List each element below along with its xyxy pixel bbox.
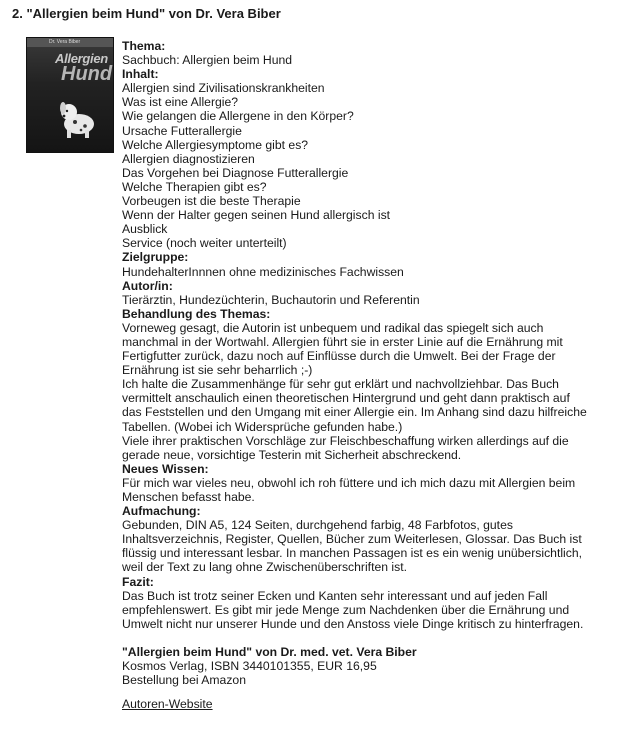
- zielgruppe-text: HundehalterInnnen ohne medizinisches Fachwissen: [122, 264, 404, 279]
- text-line: gerade neue, vorsichtige Testerin mit Sicherheit abschreckend.: [122, 447, 462, 462]
- zielgruppe-label: Zielgruppe:: [122, 250, 189, 265]
- text-line: Viele ihrer praktischen Vorschläge zur Fleischbeschaffung wirken allerdings auf die: [122, 433, 569, 448]
- book-cover-image: [26, 37, 114, 153]
- book-info-publisher: Kosmos Verlag, ISBN 3440101355, EUR 16,95: [122, 659, 377, 674]
- article-heading: 2. "Allergien beim Hund" von Dr. Vera Biber: [12, 6, 281, 21]
- cover-title-line2: Hund: [61, 63, 113, 85]
- cover-title-line1: Allergien: [55, 51, 108, 66]
- list-item: Das Vorgehen bei Diagnose Futterallergie: [122, 165, 349, 180]
- list-item: Welche Therapien gibt es?: [122, 179, 267, 194]
- book-info-title: "Allergien beim Hund" von Dr. med. vet. Vera Biber: [122, 644, 417, 659]
- dog-icon: [55, 98, 99, 138]
- list-item: Wie gelangen die Allergene in den Körper?: [122, 109, 354, 124]
- autor-text: Tierärztin, Hundezüchterin, Buchautorin und Referentin: [122, 292, 420, 307]
- book-info-order: Bestellung bei Amazon: [122, 673, 246, 688]
- behandlung-text: [122, 321, 632, 462]
- text-line: Vorneweg gesagt, die Autorin ist unbequem und radikal das spiegelt sich auch: [122, 320, 544, 335]
- inhalt-label: Inhalt:: [122, 67, 159, 82]
- text-line: weil der Text zu lang ohne Zwischenüberschriften ist.: [122, 560, 407, 575]
- text-line: Inhaltsverzeichnis, Register, Quellen, Bücher zum Weiterlesen, Glossar. Das Buch ist: [122, 532, 582, 547]
- list-item: Allergien diagnostizieren: [122, 151, 255, 166]
- list-item: Welche Allergiesymptome gibt es?: [122, 137, 309, 152]
- text-line: empfehlenswert. Es gibt mir jede Menge zum Nachdenken über die Ernährung und: [122, 602, 570, 617]
- text-line: Menschen befasst habe.: [122, 490, 255, 504]
- list-item: Allergien sind Zivilisationskrankheiten: [122, 81, 325, 96]
- neues-wissen-text: [122, 476, 632, 504]
- neues-wissen-label: Neues Wissen:: [122, 461, 209, 476]
- text-line: flüssig und interessant lesbar. In manchen Passagen ist es ein wenig unübersichtlich,: [122, 546, 583, 561]
- text-line: manchmal in der Wortwahl. Allergien führt sie in erster Linie auf die Ernährung mit: [122, 334, 563, 349]
- list-item: Service (noch weiter unterteilt): [122, 236, 287, 251]
- list-item: Ausblick: [122, 222, 168, 237]
- text-line: das Feststellen und den Umgang mit einer Allergie ein. Im Anhang sind dazu hilfreiche: [122, 405, 587, 420]
- text-line: Umwelt nicht nur unserer Hunde und den Anstoss viele Dinge kritisch zu hinterfragen.: [122, 616, 584, 631]
- list-item: Was ist eine Allergie?: [122, 95, 239, 110]
- list-item: Vorbeugen ist die beste Therapie: [122, 194, 301, 209]
- text-line: Ernährung ist sie sehr beharrlich ;-): [122, 363, 313, 378]
- text-line: vermittelt anschaulich einen theoretischen Hintergrund und geht dann praktisch auf: [122, 391, 570, 406]
- aufmachung-label: Aufmachung:: [122, 504, 201, 519]
- aufmachung-text: [122, 518, 632, 574]
- list-item: Wenn der Halter gegen seinen Hund allergisch ist: [122, 208, 391, 223]
- fazit-label: Fazit:: [122, 574, 154, 589]
- text-line: Fertigfutter zurück, dazu noch auf Einflüsse durch die Umwelt. Bei der Frage der: [122, 349, 556, 364]
- behandlung-label: Behandlung des Themas:: [122, 306, 271, 321]
- text-line: Ich halte die Zusammenhänge für sehr gut erklärt und nachvollziehbar. Das Buch: [122, 377, 559, 392]
- thema-label: Thema:: [122, 39, 166, 53]
- autor-label: Autor/in:: [122, 278, 173, 293]
- cover-author-line: Dr. Vera Biber: [49, 39, 81, 45]
- list-item: Ursache Futterallergie: [122, 123, 242, 138]
- author-website-link[interactable]: Autoren-Website: [122, 697, 213, 712]
- review-content: [122, 39, 632, 711]
- text-line: Für mich war vieles neu, obwohl ich roh füttere und ich mich dazu mit Allergien beim: [122, 475, 576, 490]
- text-line: Tabellen. (Wobei ich Widersprüche gefunden habe.): [122, 419, 403, 434]
- thema-text: Sachbuch: Allergien beim Hund: [122, 53, 293, 68]
- fazit-text: [122, 589, 632, 631]
- text-line: Das Buch ist trotz seiner Ecken und Kanten sehr interessant und auf jeden Fall: [122, 588, 548, 603]
- text-line: Gebunden, DIN A5, 124 Seiten, durchgehend farbig, 48 Farbfotos, gutes: [122, 518, 513, 533]
- inhalt-list: [122, 81, 632, 250]
